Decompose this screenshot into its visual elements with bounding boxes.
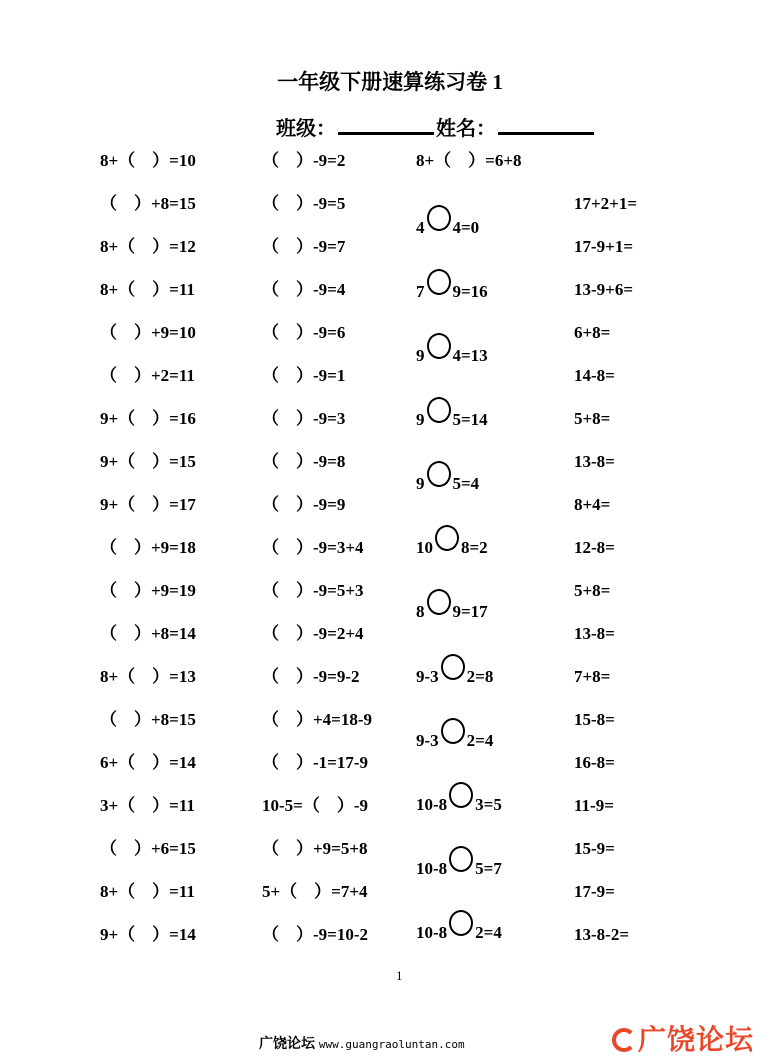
answer-circle[interactable]: [449, 910, 473, 936]
col4-problem: 13-9+6=: [574, 280, 634, 299]
compare-left: 10-8: [416, 795, 448, 814]
answer-circle[interactable]: [427, 333, 451, 359]
col2-problem: （ ）-9=3+4: [262, 538, 364, 557]
compare-right: 3=5: [475, 795, 502, 814]
col1-problem: （ ）+9=18: [100, 538, 196, 557]
compare-right: 9=17: [452, 602, 488, 621]
compare-left: 9: [416, 474, 425, 493]
compare-left: 8: [416, 602, 425, 621]
compare-problem: [416, 205, 479, 238]
col2-problem: （ ）-1=17-9: [262, 753, 369, 772]
page-number: 1: [396, 968, 403, 983]
answer-circle[interactable]: [427, 397, 451, 423]
logo-text: 广饶论坛: [638, 1023, 755, 1056]
col1-problem: （ ）+2=11: [100, 366, 195, 385]
compare-left: 10-8: [416, 923, 448, 942]
col2-problem: 5+（ ）=7+4: [262, 882, 368, 901]
col4-problem: 17-9+1=: [574, 237, 634, 256]
compare-right: 9=16: [452, 282, 488, 301]
col2-problem: （ ）+4=18-9: [262, 710, 373, 729]
col4-problem: 12-8=: [574, 538, 615, 557]
col2-problem: （ ）-9=5+3: [262, 581, 364, 600]
col1-problem: 8+（ ）=13: [100, 667, 196, 686]
col4-problem: 7+8=: [574, 667, 611, 686]
col1-problem: 9+（ ）=15: [100, 452, 196, 471]
col1-problem: （ ）+8=14: [100, 624, 196, 643]
compare-right: 4=13: [452, 346, 488, 365]
col4-problem: 13-8=: [574, 452, 615, 471]
compare-left: 10-8: [416, 859, 448, 878]
compare-right: 2=4: [475, 923, 502, 942]
g-logo-icon: [612, 1028, 636, 1052]
compare-left: 10: [416, 538, 433, 557]
answer-circle[interactable]: [427, 269, 451, 295]
col4-problem: 5+8=: [574, 409, 611, 428]
compare-problem: [416, 333, 488, 366]
compare-left: 9: [416, 410, 425, 429]
col1-problem: （ ）+6=15: [100, 839, 196, 858]
col1-problem: 8+（ ）=11: [100, 280, 195, 299]
col4-problem: 5+8=: [574, 581, 611, 600]
col1-problem: 9+（ ）=17: [100, 495, 196, 514]
compare-problem: [416, 525, 488, 558]
col4-problem: 14-8=: [574, 366, 615, 385]
answer-circle[interactable]: [427, 589, 451, 615]
compare-left: 4: [416, 218, 425, 237]
answer-circle[interactable]: [435, 525, 459, 551]
compare-right: 5=14: [452, 410, 488, 429]
col2-problem: （ ）-9=9: [262, 495, 346, 514]
class-blank[interactable]: [338, 114, 434, 135]
answer-circle[interactable]: [441, 654, 465, 680]
compare-problem: [416, 461, 479, 494]
col1-problem: 3+（ ）=11: [100, 796, 195, 815]
col2-problem: （ ）-9=9-2: [262, 667, 360, 686]
col1-problem: 8+（ ）=12: [100, 237, 196, 256]
compare-problem: [416, 846, 502, 879]
col2-problem: （ ）-9=5: [262, 194, 346, 213]
class-label: 班级：: [276, 118, 336, 140]
compare-right: 5=4: [452, 474, 480, 493]
col4-problem: 17-9=: [574, 882, 615, 901]
col1-problem: （ ）+9=10: [100, 323, 196, 342]
col4-problem: 17+2+1=: [574, 194, 638, 213]
col2-problem: 10-5=（ ）-9: [262, 796, 369, 815]
compare-right: 4=0: [452, 218, 480, 237]
col4-problem: 15-9=: [574, 839, 615, 858]
name-blank[interactable]: [498, 114, 594, 135]
answer-circle[interactable]: [441, 718, 465, 744]
col4-problem: 16-8=: [574, 753, 615, 772]
footer: [259, 1033, 465, 1053]
col4-problem: 13-8-2=: [574, 925, 630, 944]
col2-problem: （ ）-9=3: [262, 409, 346, 428]
col2-problem: （ ）-9=2+4: [262, 624, 364, 643]
col2-problem: （ ）-9=2: [262, 151, 346, 170]
compare-right: 2=8: [466, 667, 494, 686]
compare-problem: [416, 397, 488, 430]
col3-top-problem: 8+（ ）=6+8: [416, 151, 522, 170]
compare-problem: [416, 910, 502, 943]
name-label: 姓名：: [436, 118, 496, 140]
col2-problem: （ ）-9=1: [262, 366, 346, 385]
compare-left: 9-3: [416, 667, 439, 686]
compare-problem: [416, 718, 493, 751]
answer-circle[interactable]: [427, 461, 451, 487]
col1-problem: 9+（ ）=16: [100, 409, 196, 428]
compare-problem: [416, 589, 488, 622]
col4-problem: 15-8=: [574, 710, 615, 729]
col2-problem: （ ）-9=8: [262, 452, 346, 471]
compare-right: 8=2: [461, 538, 488, 557]
col2-problem: （ ）+9=5+8: [262, 839, 368, 858]
col4-problem: 6+8=: [574, 323, 611, 342]
footer-url[interactable]: www.guangraoluntan.com: [318, 1038, 465, 1051]
answer-circle[interactable]: [427, 205, 451, 231]
compare-problem: [416, 654, 493, 687]
compare-right: 2=4: [466, 731, 494, 750]
col1-problem: 6+（ ）=14: [100, 753, 196, 772]
compare-left: 7: [416, 282, 425, 301]
site-logo: [612, 1018, 780, 1056]
compare-left: 9: [416, 346, 425, 365]
footer-site-name: 广饶论坛: [259, 1035, 315, 1051]
col4-problem: 11-9=: [574, 796, 614, 815]
class-name-line: [276, 112, 596, 141]
col2-problem: （ ）-9=7: [262, 237, 346, 256]
col2-problem: （ ）-9=6: [262, 323, 346, 342]
col1-problem: （ ）+8=15: [100, 194, 196, 213]
compare-right: 5=7: [475, 859, 502, 878]
answer-circle[interactable]: [449, 846, 473, 872]
answer-circle[interactable]: [449, 782, 473, 808]
col1-problem: 8+（ ）=10: [100, 151, 196, 170]
col4-problem: 8+4=: [574, 495, 611, 514]
compare-problem: [416, 782, 502, 815]
col2-problem: （ ）-9=10-2: [262, 925, 369, 944]
compare-problem: [416, 269, 488, 302]
col4-problem: 13-8=: [574, 624, 615, 643]
col1-problem: （ ）+8=15: [100, 710, 196, 729]
compare-left: 9-3: [416, 731, 439, 750]
col1-problem: 9+（ ）=14: [100, 925, 196, 944]
col1-problem: 8+（ ）=11: [100, 882, 195, 901]
col2-problem: （ ）-9=4: [262, 280, 346, 299]
page-title: 一年级下册速算练习卷 1: [277, 70, 503, 94]
col1-problem: （ ）+9=19: [100, 581, 196, 600]
